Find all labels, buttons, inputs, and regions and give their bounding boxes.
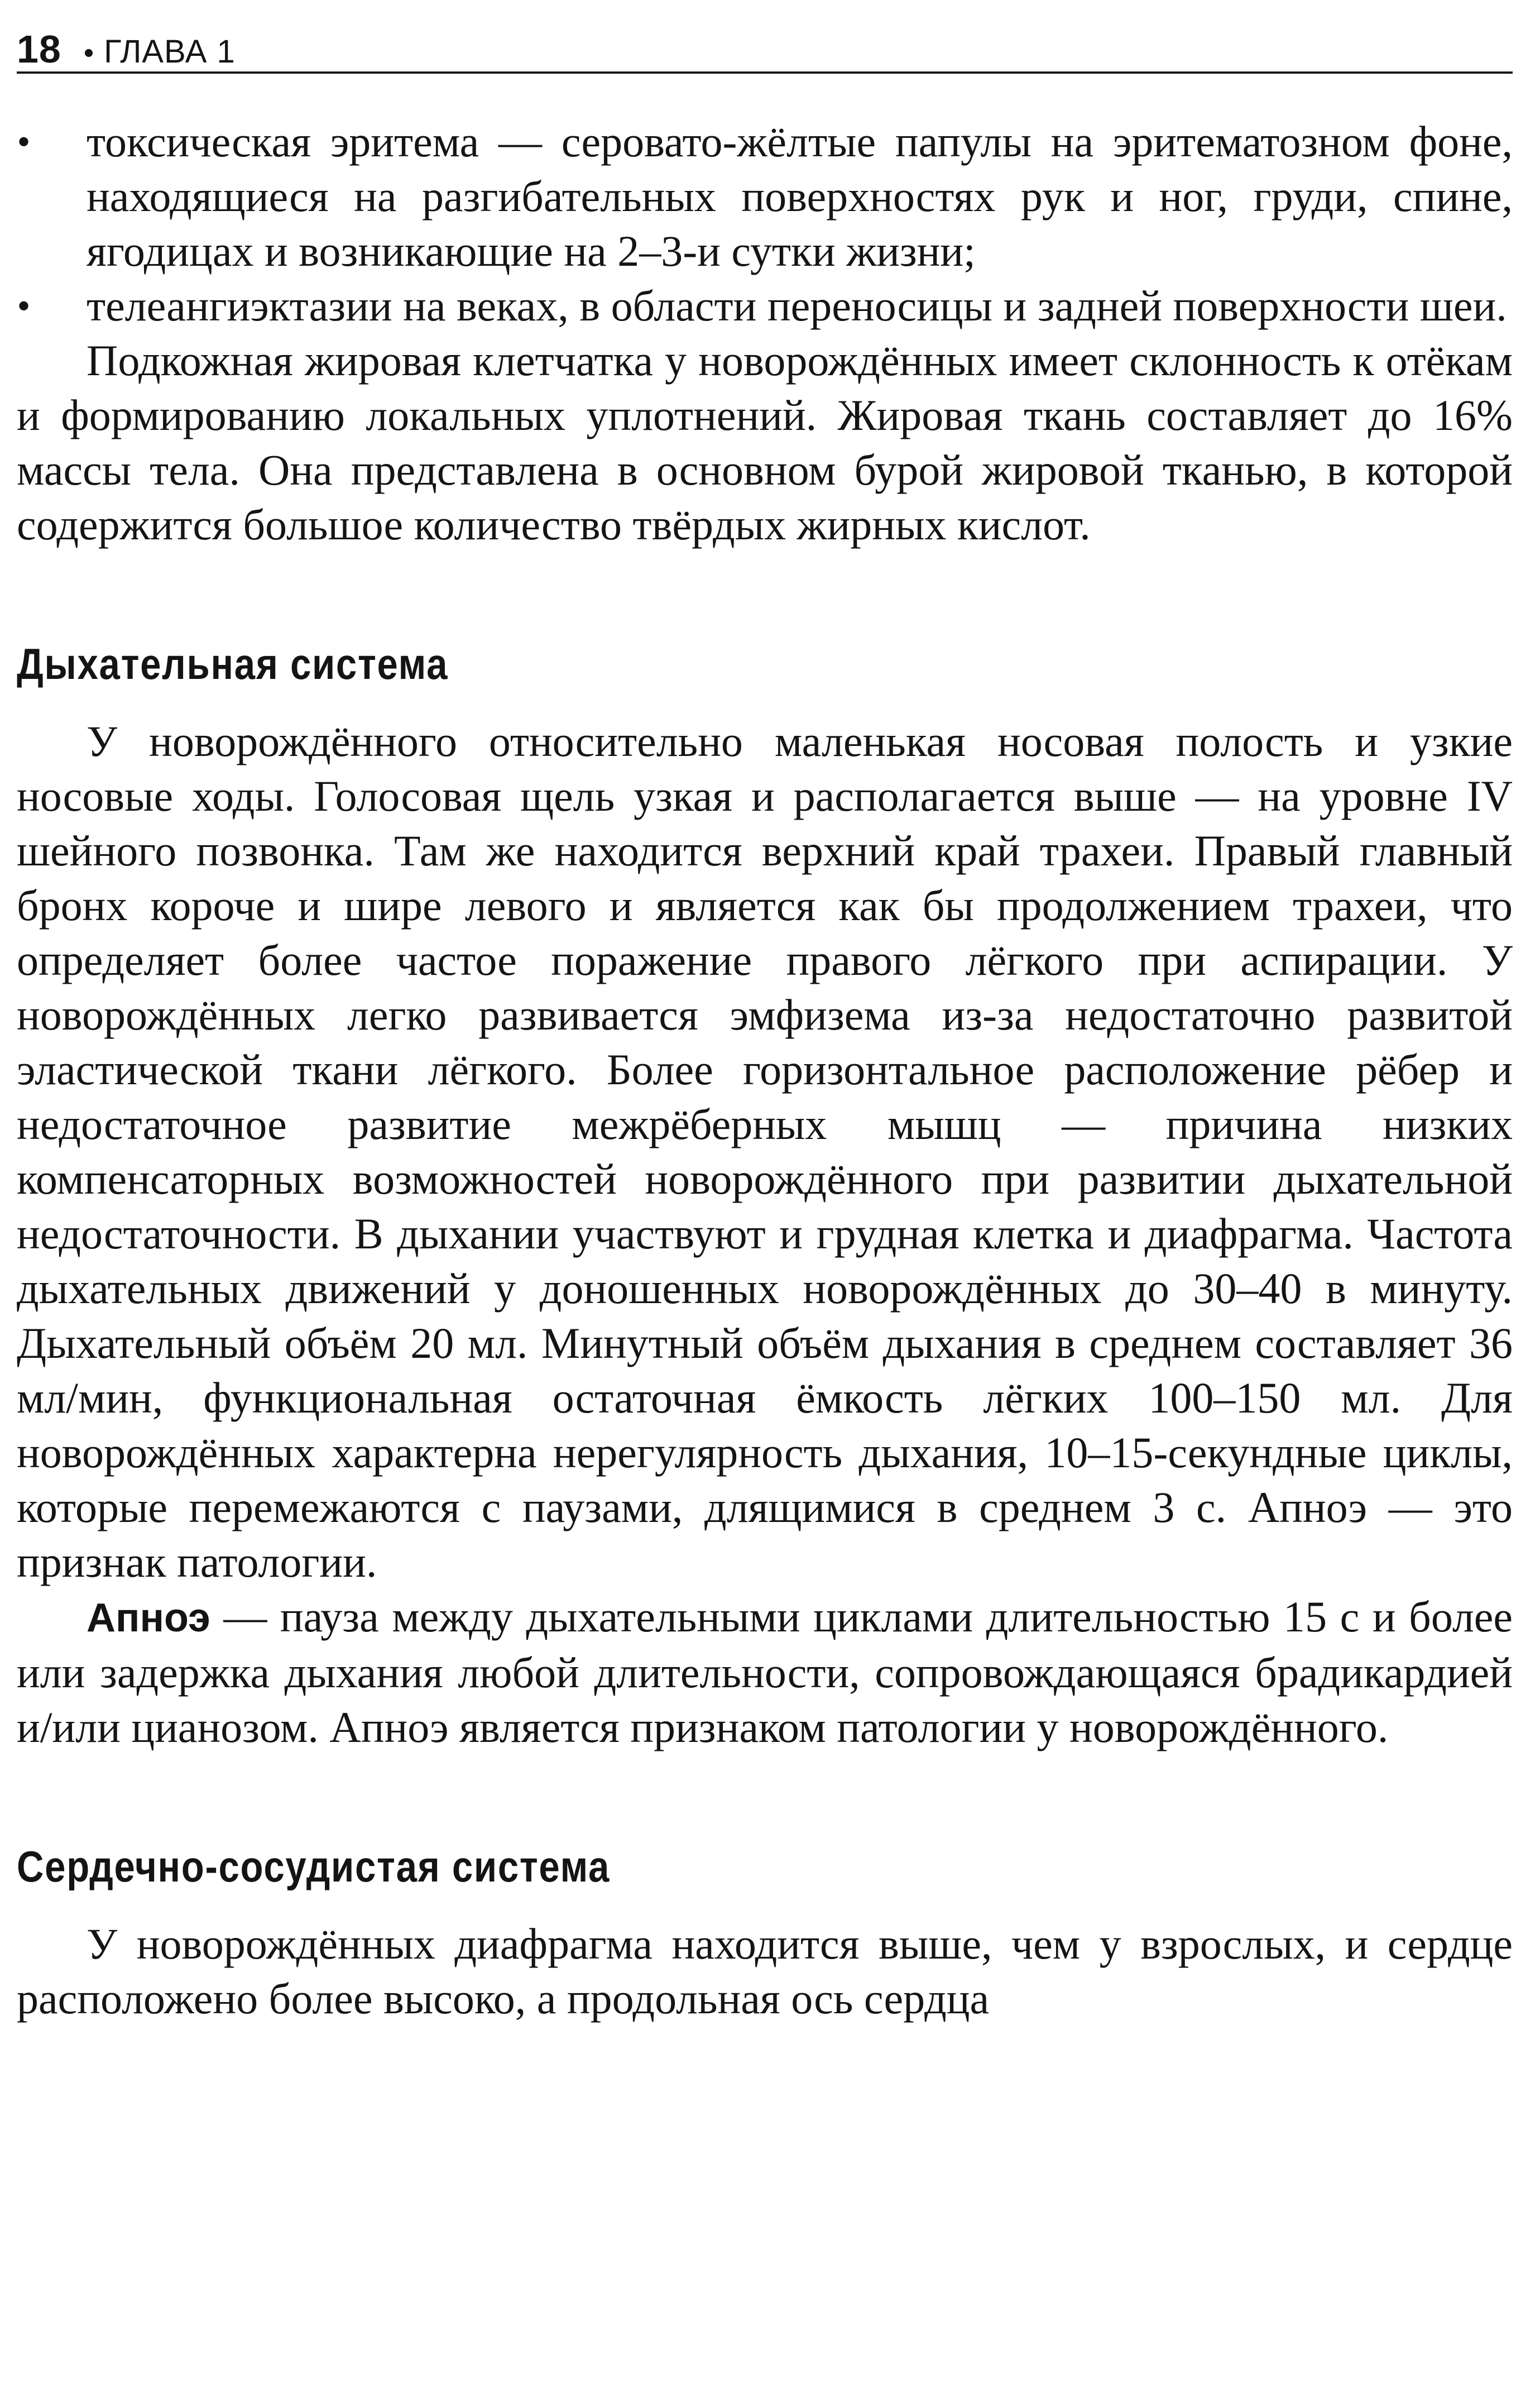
header-bullet-icon: • bbox=[83, 37, 94, 69]
list-item bbox=[17, 114, 1513, 279]
heading-cardiovascular-system: Сердечно-сосудистая система bbox=[17, 1842, 611, 1891]
bullet-icon: • bbox=[18, 287, 30, 324]
apnea-definition: — пауза между дыхательными циклами длительностью 15 с и более или задержка дыхания любой длительности, сопровождающаяся брадикардией и/или цианозом. Апноэ является признаком патологии у новорождённого. bbox=[17, 1592, 1513, 1751]
term-apnea: Апноэ bbox=[87, 1596, 210, 1640]
body-text bbox=[17, 114, 1513, 2026]
paragraph-respiratory: У новорождённого относительно маленькая носовая полость и узкие носовые ходы. Голосовая щель узкая и располагается выше — на уровне IV шейного позвонка. Там же находится верхний край трахеи. Правый главный бронх короче и шире левого и является как бы продолжением трахеи, что определяет более частое поражение правого лёгкого при аспирации. У новорождённых легко развивается эмфизема из-за недостаточно развитой эластической ткани лёгкого. Более горизонтальное расположение рёбер и недостаточное развитие межрёберных мышц — причина низких компенсаторных возможностей новорождённого при развитии дыхательной недостаточности. В дыхании участвуют и грудная клетка и диафрагма. Частота дыхательных движений у доношенных новорождённых до 30–40 в минуту. Дыхательный объём 20 мл. Минутный объём дыхания в среднем составляет 36 мл/мин, функциональная остаточная ёмкость лёгких 100–150 мл. Для новорождённых характерна нерегулярность дыхания, 10–15-секундные циклы, которые перемежаются с паузами, длящимися в среднем 3 с. Апноэ — это признак патологии. bbox=[17, 717, 1513, 1586]
bullet-icon: • bbox=[18, 123, 30, 160]
bullet-list bbox=[17, 114, 1513, 333]
paragraph-apnea bbox=[17, 1590, 1513, 1755]
paragraph-cardiovascular: У новорождённых диафрагма находится выше, чем у взрослых, и сердце расположено более высоко, а продольная ось сердца bbox=[17, 1919, 1513, 2023]
page-number: 18 bbox=[17, 27, 61, 71]
list-item-text: телеангиэктазии на веках, в области переносицы и задней поверхности шеи. bbox=[87, 281, 1507, 330]
list-item bbox=[17, 279, 1513, 333]
chapter-label: ГЛАВА 1 bbox=[104, 33, 236, 70]
book-page bbox=[17, 0, 1513, 2384]
running-head bbox=[17, 27, 1513, 74]
list-item-text: токсическая эритема — серовато-жёлтые папулы на эритематозном фоне, находящиеся на разгибательных поверхностях рук и ног, груди, спине, ягодицах и возникающие на 2–3-и сутки жизни; bbox=[87, 117, 1513, 275]
heading-respiratory-system: Дыхательная система bbox=[17, 639, 449, 688]
paragraph-subcutaneous-fat: Подкожная жировая клетчатка у новорождённых имеет склонность к отёкам и формированию локальных уплотнений. Жировая ткань составляет до 16% массы тела. Она представлена в основном бурой жировой тканью, в которой содержится большое количество твёрдых жирных кислот. bbox=[17, 336, 1513, 549]
